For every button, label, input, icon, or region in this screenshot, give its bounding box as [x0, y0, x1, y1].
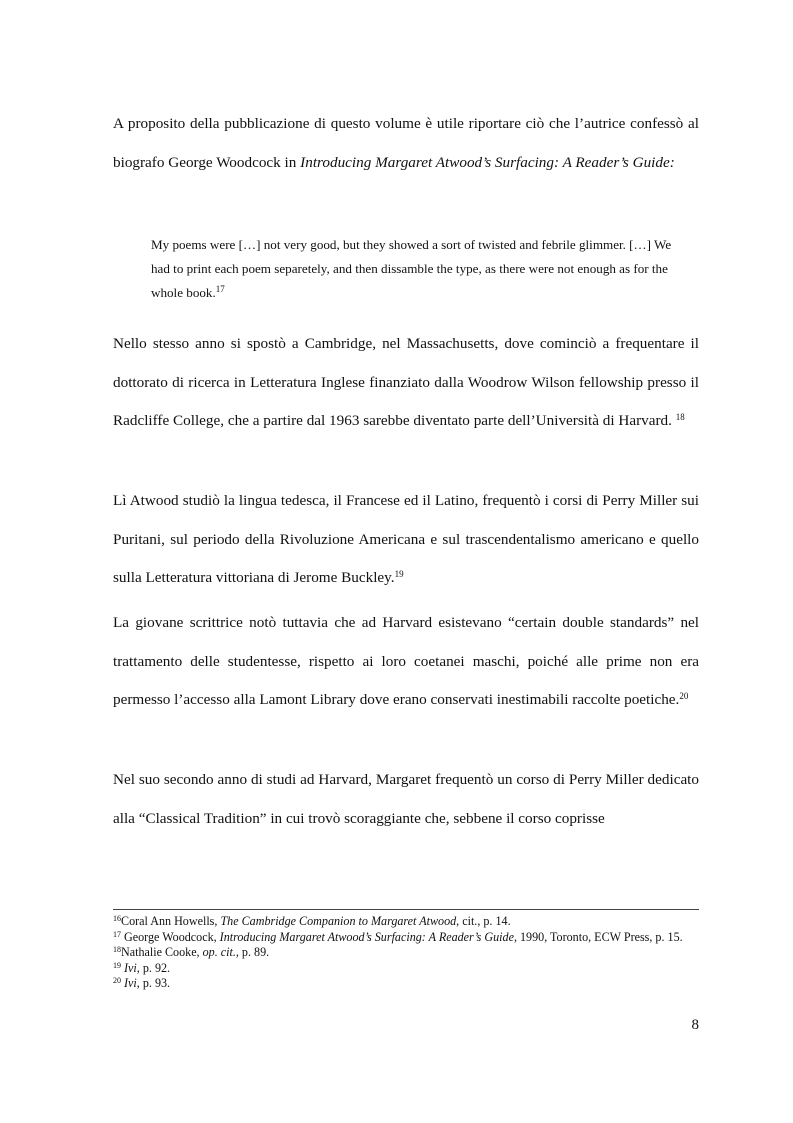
footnote-text: George Woodcock, [124, 929, 220, 944]
block-quote-text: My poems were […] not very good, but they showed a sort of twisted and febrile glimmer. […] We had to print each poem separetely, and then dissamble the type, as there were not enough as for the whole book. [151, 237, 672, 300]
footnote-number: 20 [113, 976, 121, 985]
book-title: Introducing Margaret Atwood’s Surfacing: A Reader’s Guide [300, 153, 670, 171]
footnote-text: Nathalie Cooke, [121, 945, 203, 959]
page-number: 8 [691, 1017, 699, 1033]
footnote-title: Ivi [124, 976, 137, 990]
footnote-number: 16 [113, 914, 121, 923]
paragraph-cambridge [113, 325, 699, 441]
footnote-title: Ivi [124, 960, 137, 975]
footnotes [113, 914, 699, 992]
footnote-ref-18[interactable]: 18 [675, 412, 685, 423]
footnote-text: Coral Ann Howells, [121, 914, 221, 928]
footnote-18 [113, 945, 699, 961]
paragraph-studies-text: Lì Atwood studiò la lingua tedesca, il Francese ed il Latino, frequentò i corsi di Perry Miller sui Puritani, sul periodo della Rivoluzione Americana e sul trascendentalismo americano e quello sulla Letteratura vittoriana di Jerome Buckley. [113, 492, 699, 587]
paragraph-second-year [113, 761, 699, 838]
paragraph-cambridge-text: Nello stesso anno si spostò a Cambridge, nel Massachusetts, dove cominciò a frequentare il dottorato di ricerca in Letteratura Inglese finanziato dalla Woodrow Wilson fellowship presso il Radcliffe College, che a partire dal 1963 sarebbe diventato parte dell’Università di Harvard. [113, 335, 699, 430]
footnote-ref-20[interactable]: 20 [679, 691, 689, 702]
footnote-title: The Cambridge Companion to Margaret Atwood [220, 914, 457, 928]
footnote-20 [113, 976, 699, 992]
paragraph-intro-colon: : [669, 153, 675, 171]
paragraph-double-standards [113, 604, 699, 720]
footnote-ref-17[interactable]: 17 [215, 284, 225, 294]
paragraph-double-standards-text: La giovane scrittrice notò tuttavia che ad Harvard esistevano “certain double standards” nel trattamento delle studentesse, rispetto ai loro coetanei maschi, poiché alle prime non era permesso l’accesso alla Lamont Library dove erano conservati inestimabili raccolte poetiche. [113, 614, 699, 709]
footnote-text-end: , p. 93. [136, 976, 171, 990]
footnote-title: Introducing Margaret Atwood’s Surfacing: A Reader’s Guide [219, 929, 514, 944]
paragraph-second-year-text: Nel suo secondo anno di studi ad Harvard, Margaret frequentò un corso di Perry Miller dedicato alla “Classical Tradition” in cui trovò scoraggiante che, sebbene il corso coprisse [113, 771, 699, 827]
paragraph-intro-text: A proposito della pubblicazione di questo volume è utile riportare ciò che l’autrice confessò al biografo George Woodcock in [113, 115, 699, 171]
footnote-16 [113, 914, 699, 930]
footnote-number: 18 [113, 945, 121, 954]
footnote-19 [113, 961, 699, 977]
paragraph-intro [113, 105, 699, 182]
footnote-separator [113, 909, 699, 910]
footnote-text-end: , p. 92. [136, 960, 171, 975]
footnote-text-end: , cit., p. 14. [456, 914, 511, 928]
footnote-title: op. cit. [202, 945, 236, 959]
block-quote [151, 233, 681, 305]
footnote-17 [113, 930, 699, 946]
footnote-number: 19 [113, 960, 121, 970]
footnote-ref-19[interactable]: 19 [394, 569, 404, 580]
footnote-text-end: , 1990, Toronto, ECW Press, p. 15. [513, 929, 683, 944]
paragraph-studies [113, 482, 699, 598]
footnote-text-end: , p. 89. [235, 945, 270, 959]
footnote-number: 17 [113, 929, 121, 939]
